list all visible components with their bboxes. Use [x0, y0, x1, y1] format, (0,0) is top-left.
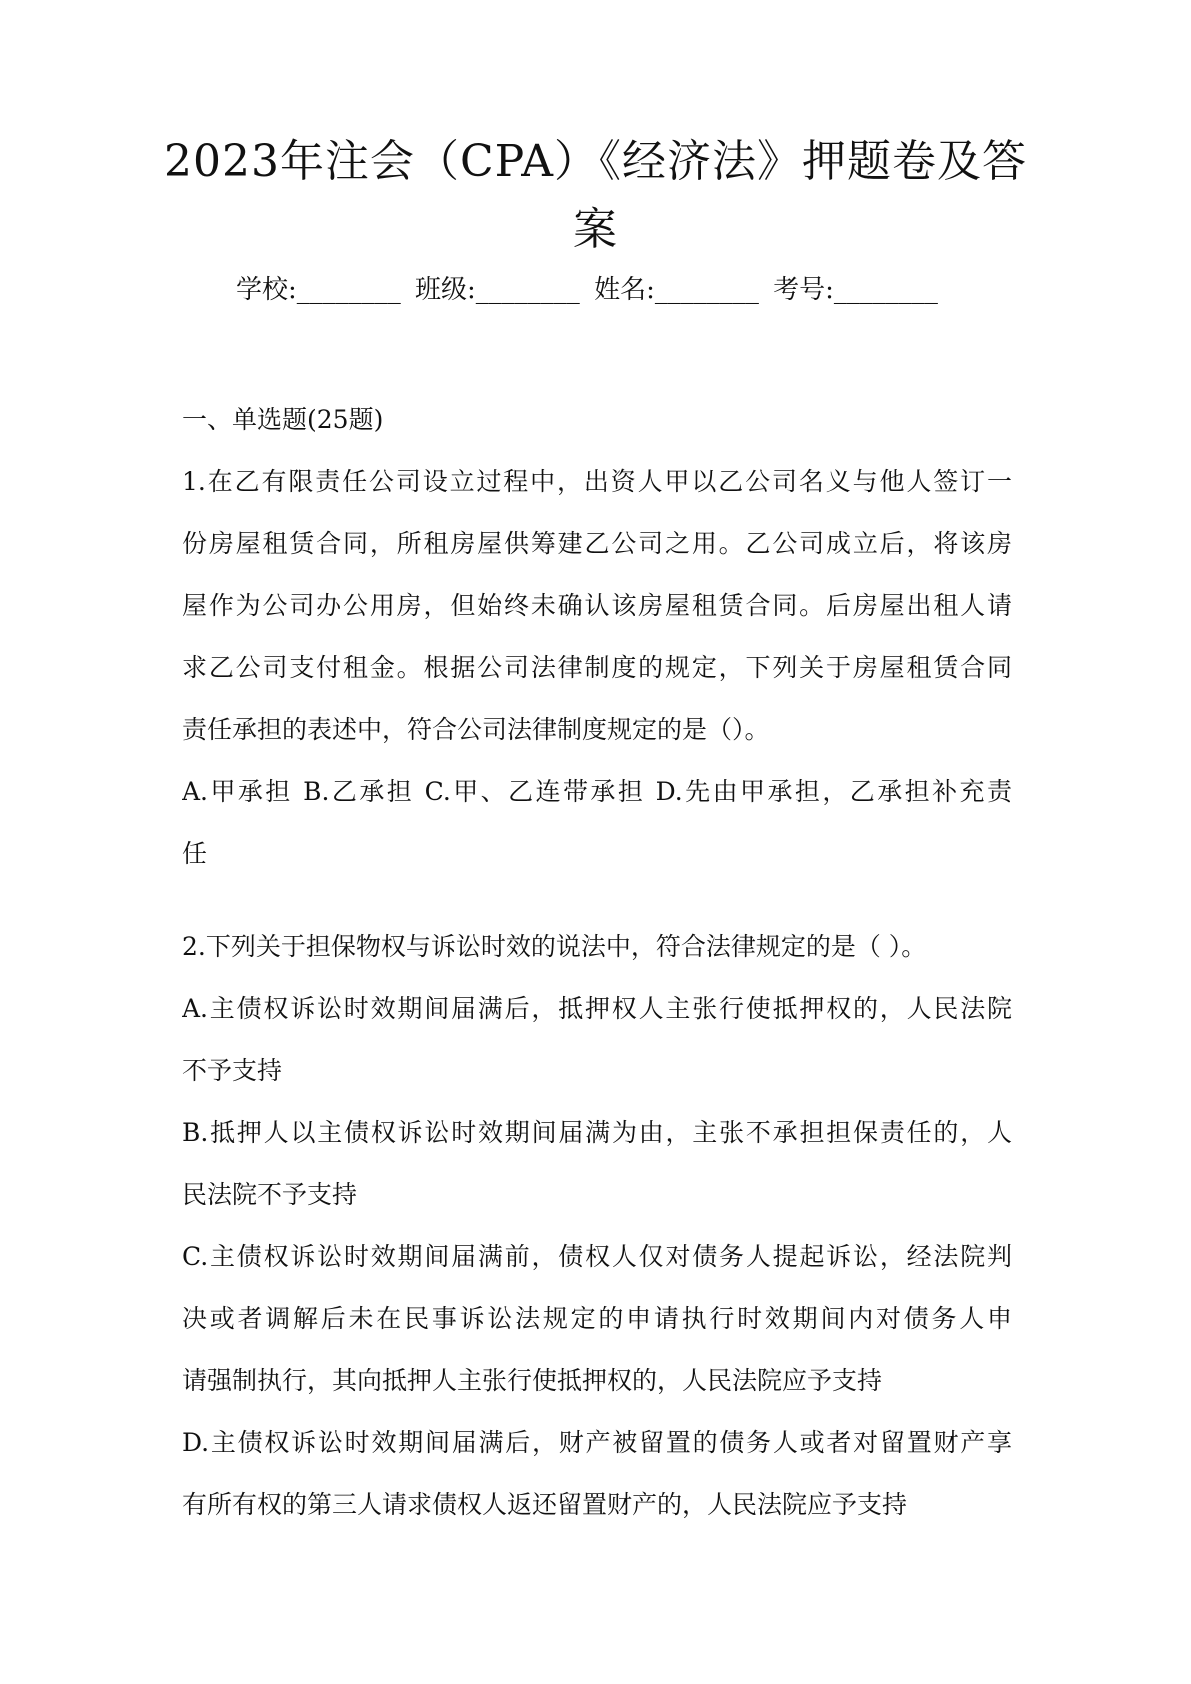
question-1-line: 责任承担的表述中，符合公司法律制度规定的是（）。 [182, 715, 770, 744]
question-2-line: B.抵押人以主债权诉讼时效期间届满为由，主张不承担担保责任的，人 [182, 1118, 1012, 1147]
section-heading: 一、单选题(25题) [182, 405, 384, 434]
class-field: 班级:________ [415, 275, 580, 305]
school-field: 学校:________ [236, 275, 401, 305]
title-line-1: 2023年注会（CPA）《经济法》押题卷及答 [164, 136, 1027, 187]
question-spacer [182, 900, 1012, 931]
question-2-line: 民法院不予支持 [182, 1180, 358, 1209]
question-2-stem: 2.下列关于担保物权与诉讼时效的说法中，符合法律规定的是（ ）。 [182, 932, 927, 961]
question-1-line: 份房屋租赁合同，所租房屋供筹建乙公司之用。乙公司成立后，将该房 [182, 529, 1012, 558]
question-1-line: 求乙公司支付租金。根据公司法律制度的规定，下列关于房屋租赁合同 [182, 653, 1012, 682]
document-title [150, 128, 1041, 264]
question-2-line: 不予支持 [182, 1056, 283, 1085]
question-2-line: 决或者调解后未在民事诉讼法规定的申请执行时效期间内对债务人申 [182, 1304, 1012, 1333]
question-2-line: C.主债权诉讼时效期间届满前，债权人仅对债务人提起诉讼，经法院判 [182, 1242, 1012, 1271]
question-2-line: A.主债权诉讼时效期间届满后，抵押权人主张行使抵押权的，人民法院 [182, 994, 1012, 1023]
question-1-options: A.甲承担 B.乙承担 C.甲、乙连带承担 D.先由甲承担，乙承担补充责 [182, 777, 1012, 806]
question-2-line: D.主债权诉讼时效期间届满后，财产被留置的债务人或者对留置财产享 [182, 1428, 1012, 1457]
question-2-line: 请强制执行，其向抵押人主张行使抵押权的，人民法院应予支持 [182, 1366, 883, 1395]
question-1-options: 任 [182, 839, 208, 868]
question-1 [182, 466, 1012, 869]
number-field: 考号:________ [773, 275, 938, 305]
title-line-2: 案 [573, 204, 618, 255]
name-field: 姓名:________ [594, 275, 759, 305]
question-1-line: 1.在乙有限责任公司设立过程中，出资人甲以乙公司名义与他人签订一 [182, 467, 1012, 496]
question-content [182, 404, 1012, 1551]
student-info-row [236, 272, 944, 308]
question-2 [182, 931, 1012, 1520]
question-2-line: 有所有权的第三人请求债权人返还留置财产的，人民法院应予支持 [182, 1490, 908, 1519]
question-1-line: 屋作为公司办公用房，但始终未确认该房屋租赁合同。后房屋出租人请 [182, 591, 1012, 620]
